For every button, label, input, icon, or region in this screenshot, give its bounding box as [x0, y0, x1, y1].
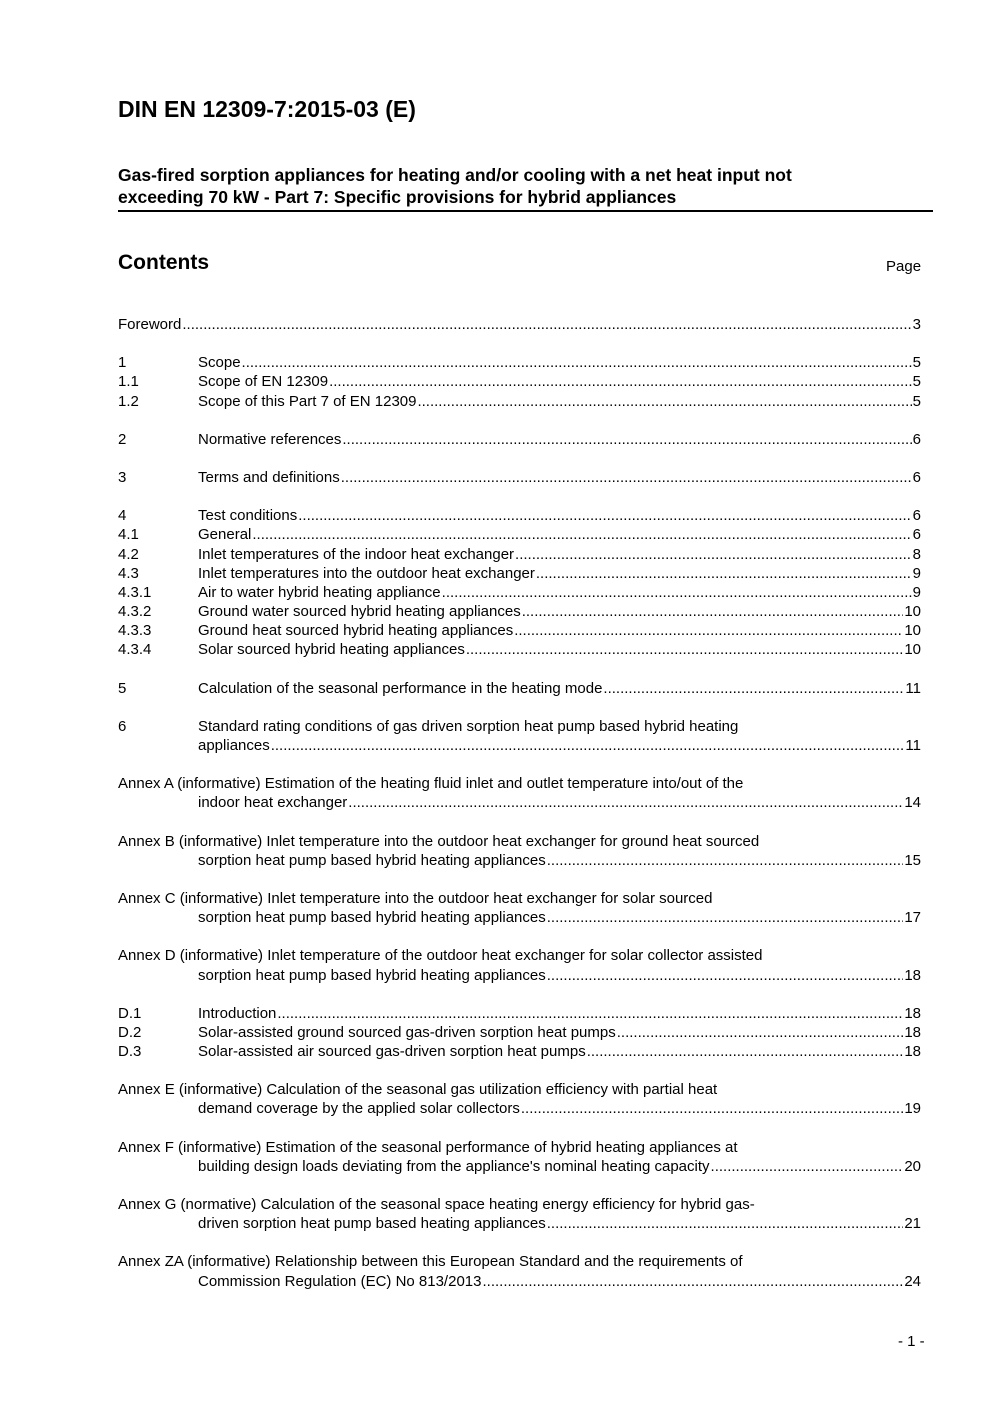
toc-leader [547, 1214, 904, 1233]
toc-label: General [198, 526, 252, 544]
toc-number: 6 [118, 717, 127, 735]
subtitle-line-1: Gas-fired sorption appliances for heating and/or cooling with a net heat input not [118, 165, 792, 185]
toc-entry-line[interactable] [118, 1080, 921, 1099]
toc-entry[interactable] [118, 1004, 921, 1023]
toc-group-d-sections [118, 1004, 921, 1062]
toc-page: 5 [912, 373, 921, 391]
toc-entry[interactable] [118, 1023, 921, 1042]
toc-label: sorption heat pump based hybrid heating appliances [198, 851, 546, 869]
toc-leader [271, 736, 905, 755]
toc-page: 15 [904, 851, 921, 869]
toc-label: Inlet temperatures into the outdoor heat exchanger [198, 564, 535, 582]
toc-leader [515, 545, 912, 564]
toc-entry-line[interactable] [118, 889, 921, 908]
toc-leader [277, 1004, 903, 1023]
toc-label: appliances [198, 737, 270, 754]
toc-page: 5 [912, 354, 921, 372]
toc-page: 24 [904, 1272, 921, 1290]
toc-label: Annex C (informative) Inlet temperature into the outdoor heat exchanger for solar sourced [118, 889, 713, 907]
toc-entry[interactable] [118, 1042, 921, 1061]
toc-group-annex-d [118, 946, 921, 984]
toc-leader [617, 1023, 904, 1042]
toc-entry-line[interactable] [118, 1138, 921, 1157]
toc-entry[interactable] [118, 430, 921, 449]
toc-number: 4.1 [118, 526, 139, 544]
toc-page: 10 [904, 603, 921, 621]
document-subtitle [118, 164, 933, 212]
toc-entry[interactable] [118, 468, 921, 487]
toc-label: Normative references [198, 430, 342, 448]
toc-label: Solar sourced hybrid heating appliances [198, 641, 465, 659]
toc-number: 4.2 [118, 545, 139, 563]
toc-group-annex-f [118, 1138, 921, 1176]
toc-page: 3 [912, 316, 921, 333]
toc-label: Annex F (informative) Estimation of the seasonal performance of hybrid heating appliances at [118, 1138, 738, 1156]
toc-page: 14 [904, 794, 921, 812]
toc-entry[interactable] [118, 564, 921, 583]
toc-leader [711, 1157, 904, 1176]
toc-entry-line[interactable] [118, 966, 921, 985]
toc-entry[interactable] [118, 525, 921, 544]
toc-label: Inlet temperatures of the indoor heat exchanger [198, 545, 515, 563]
toc-entry-line[interactable] [118, 946, 921, 965]
toc-number: 4.3 [118, 564, 139, 582]
toc-page: 8 [912, 545, 921, 563]
toc-page: 18 [904, 966, 921, 984]
toc-entry-line[interactable] [118, 774, 921, 793]
toc-entry-line[interactable] [118, 1252, 921, 1271]
toc-page: 10 [904, 622, 921, 640]
toc-group-4 [118, 506, 921, 660]
toc-group-3 [118, 468, 921, 487]
toc-label: indoor heat exchanger [198, 794, 348, 812]
toc-label: Annex E (informative) Calculation of the seasonal gas utilization efficiency with partial heat [118, 1081, 718, 1099]
toc-leader [482, 1272, 903, 1291]
toc-number: 4.3.3 [118, 622, 152, 640]
toc-label: Ground heat sourced hybrid heating appliances [198, 622, 514, 640]
toc-group-5 [118, 679, 921, 698]
toc-leader [514, 621, 903, 640]
toc-page: 18 [904, 1043, 921, 1061]
toc-entry-foreword[interactable] [118, 315, 921, 334]
toc-label: sorption heat pump based hybrid heating appliances [198, 966, 546, 984]
document-code-title: DIN EN 12309-7:2015-03 (E) [118, 96, 416, 122]
toc-label: Scope [198, 354, 241, 372]
toc-entry-line[interactable] [118, 1195, 921, 1214]
toc-page: 9 [912, 564, 921, 582]
toc-group-1 [118, 353, 921, 411]
toc-page: 17 [904, 909, 921, 927]
toc-page: 18 [904, 1023, 921, 1041]
toc-label: Annex D (informative) Inlet temperature of the outdoor heat exchanger for solar collector assisted [118, 947, 763, 965]
toc-leader [348, 793, 903, 812]
toc-page: 20 [904, 1157, 921, 1175]
toc-label: Foreword [118, 316, 182, 333]
toc-label: Annex A (informative) Estimation of the heating fluid inlet and outlet temperature into/out of the [118, 775, 744, 793]
toc-number: 4.3.1 [118, 583, 152, 601]
toc-leader [182, 315, 911, 334]
toc-group-annex-g [118, 1195, 921, 1233]
toc-number: 2 [118, 430, 127, 448]
toc-leader [341, 468, 912, 487]
toc-leader [329, 372, 912, 391]
toc-label: Annex ZA (informative) Relationship between this European Standard and the requirements of [118, 1253, 743, 1271]
toc-leader [417, 392, 911, 411]
toc-label: Ground water sourced hybrid heating appliances [198, 603, 521, 621]
toc-leader [442, 583, 912, 602]
toc-number: 4 [118, 507, 127, 525]
toc-label: Terms and definitions [198, 468, 340, 486]
toc-leader [252, 525, 911, 544]
toc-number: D.2 [118, 1023, 142, 1041]
toc-group-annex-c [118, 889, 921, 927]
toc-label: building design loads deviating from the appliance's nominal heating capacity [198, 1157, 710, 1175]
toc-entry[interactable] [118, 640, 921, 659]
toc-page: 6 [912, 526, 921, 544]
toc-leader [547, 851, 904, 870]
toc-label: demand coverage by the applied solar collectors [198, 1100, 520, 1118]
toc-entry[interactable] [118, 372, 921, 391]
toc-entry[interactable] [118, 353, 921, 372]
toc-page: 6 [912, 430, 921, 448]
toc-entry-line[interactable] [118, 717, 921, 736]
toc-group-annex-a [118, 774, 921, 812]
toc-label: driven sorption heat pump based heating appliances [198, 1215, 546, 1233]
toc-label: Solar-assisted air sourced gas-driven sorption heat pumps [198, 1043, 586, 1061]
toc-page: 6 [912, 468, 921, 486]
toc-entry[interactable] [118, 392, 921, 411]
toc-entry[interactable] [118, 506, 921, 525]
toc-group-foreword [118, 315, 921, 334]
toc-page: 6 [912, 507, 921, 525]
toc-entry-line[interactable] [118, 1272, 921, 1291]
toc-page: 11 [905, 679, 921, 697]
toc-entry[interactable] [118, 583, 921, 602]
toc-page: 18 [904, 1004, 921, 1022]
toc-entry[interactable] [118, 602, 921, 621]
toc-label: sorption heat pump based hybrid heating appliances [198, 909, 546, 927]
toc-entry-line[interactable] [118, 1157, 921, 1176]
toc-page: 19 [904, 1100, 921, 1118]
toc-leader [547, 908, 904, 927]
toc-label: Test conditions [198, 507, 298, 525]
toc-label: Standard rating conditions of gas driven sorption heat pump based hybrid heating [198, 717, 739, 735]
toc-page: 11 [905, 737, 921, 754]
toc-label: Introduction [198, 1004, 277, 1022]
subtitle-line-2: exceeding 70 kW - Part 7: Specific provisions for hybrid appliances [118, 187, 677, 207]
toc-leader [342, 430, 911, 449]
toc-entry-line[interactable] [118, 908, 921, 927]
toc-leader [242, 353, 912, 372]
toc-label: Annex B (informative) Inlet temperature into the outdoor heat exchanger for ground heat sourced [118, 832, 760, 850]
toc-entry-line[interactable] [118, 851, 921, 870]
page-column-heading: Page [886, 258, 922, 275]
toc-label: Solar-assisted ground sourced gas-driven sorption heat pumps [198, 1023, 616, 1041]
toc-group-6 [118, 717, 921, 755]
toc-label: Commission Regulation (EC) No 813/2013 [198, 1272, 482, 1290]
toc-entry[interactable] [118, 545, 921, 564]
toc-leader [536, 564, 912, 583]
toc-number: 1.1 [118, 373, 139, 391]
toc-number: 1 [118, 354, 127, 372]
toc-number: D.3 [118, 1043, 142, 1061]
toc-group-annex-b [118, 832, 921, 870]
toc-number: 4.3.4 [118, 641, 152, 659]
toc-number: D.1 [118, 1004, 142, 1022]
toc-label: Scope of this Part 7 of EN 12309 [198, 392, 417, 410]
toc-number: 4.3.2 [118, 603, 152, 621]
toc-leader [547, 966, 904, 985]
toc-label: Calculation of the seasonal performance in the heating mode [198, 679, 603, 697]
toc-entry-line[interactable] [118, 832, 921, 851]
toc-page: 10 [904, 641, 921, 659]
toc-number: 5 [118, 679, 127, 697]
toc-leader [466, 640, 903, 659]
toc-page: 9 [912, 583, 921, 601]
contents-heading: Contents [118, 251, 209, 274]
toc-leader [587, 1042, 904, 1061]
toc-leader [522, 602, 904, 621]
toc-group-annex-e [118, 1080, 921, 1118]
toc-label: Scope of EN 12309 [198, 373, 329, 391]
toc-group-annex-za [118, 1252, 921, 1290]
toc-label: Air to water hybrid heating appliance [198, 583, 441, 601]
toc-entry[interactable] [118, 679, 921, 698]
toc-number: 1.2 [118, 392, 139, 410]
toc-leader [521, 1099, 903, 1118]
page-number-footer: - 1 - [898, 1333, 925, 1350]
toc-label: Annex G (normative) Calculation of the seasonal space heating energy efficiency for hybrid gas- [118, 1196, 755, 1213]
toc-leader [603, 679, 904, 698]
toc-group-2 [118, 430, 921, 449]
toc-entry-line[interactable] [118, 1099, 921, 1118]
toc-number: 3 [118, 468, 127, 486]
toc-entry-line[interactable] [118, 1214, 921, 1233]
toc-entry-line[interactable] [118, 793, 921, 812]
toc-page: 5 [912, 392, 921, 410]
toc-leader [298, 506, 911, 525]
table-of-contents [118, 315, 921, 1310]
toc-entry[interactable] [118, 621, 921, 640]
toc-page: 21 [904, 1215, 921, 1233]
toc-entry-line[interactable] [118, 736, 921, 755]
